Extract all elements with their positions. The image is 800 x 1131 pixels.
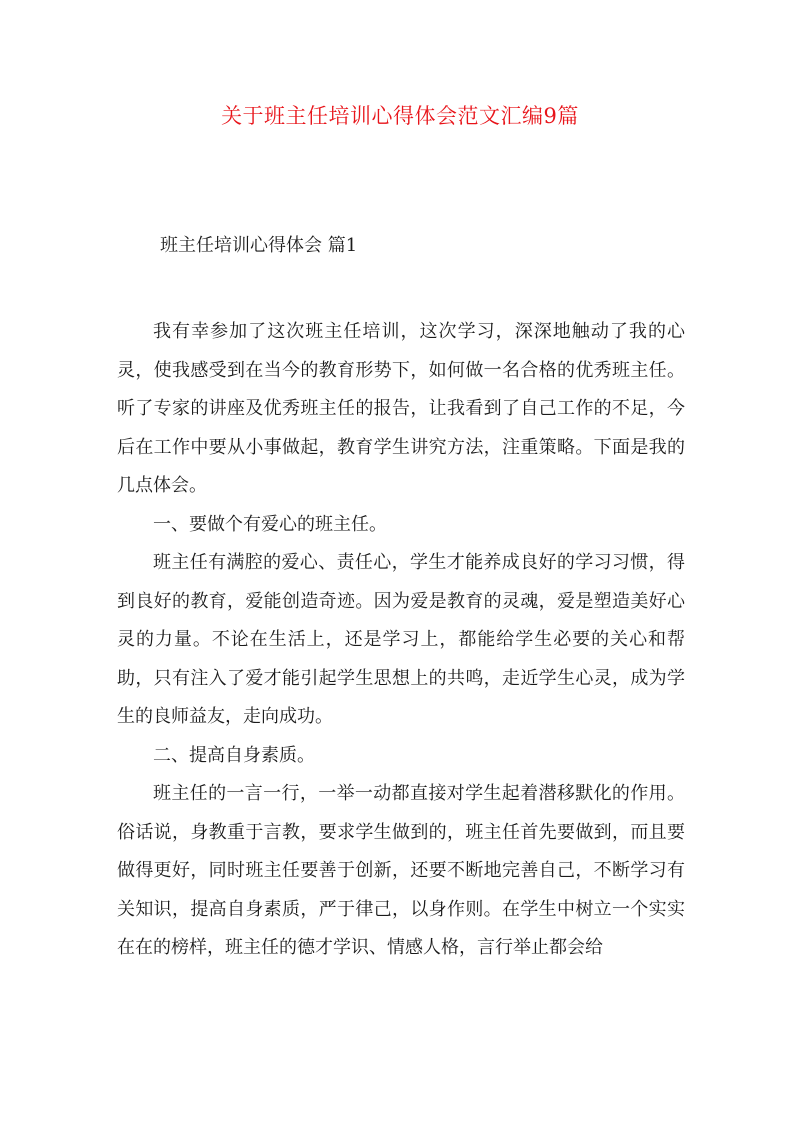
document-body <box>117 313 685 968</box>
paragraph-love: 班主任有满腔的爱心、责任心，学生才能养成良好的学习习惯，得到良好的教育，爱能创造奇迹。因为爱是教育的灵魂，爱是塑造美好心灵的力量。不论在生活上，还是学习上，都能给学生必要的关心和帮助，只有注入了爱才能引起学生思想上的共鸣，走近学生心灵，成为学生的良师益友，走向成功。 <box>117 552 685 727</box>
paragraph-intro: 我有幸参加了这次班主任培训，这次学习，深深地触动了我的心灵，使我感受到在当今的教育形势下，如何做一名合格的优秀班主任。听了专家的讲座及优秀班主任的报告，让我看到了自己工作的不足，今后在工作中要从小事做起，教育学生讲究方法，注重策略。下面是我的几点体会。 <box>117 321 685 496</box>
subheading-1: 一、要做个有爱心的班主任。 <box>153 513 387 535</box>
paragraph-quality: 班主任的一言一行，一举一动都直接对学生起着潜移默化的作用。俗话说，身教重于言教，要求学生做到的，班主任首先要做到，而且要做得更好，同时班主任要善于创新，还要不断地完善自己，不断学习有关知识，提高自身素质，严于律己，以身作则。在学生中树立一个实实在在的榜样，班主任的德才学识、情感人格，言行举止都会给 <box>117 783 685 958</box>
subheading-2: 二、提高自身素质。 <box>153 744 315 766</box>
section-heading: 班主任培训心得体会 篇1 <box>160 235 358 256</box>
document-title: 关于班主任培训心得体会范文汇编9篇 <box>221 104 579 128</box>
